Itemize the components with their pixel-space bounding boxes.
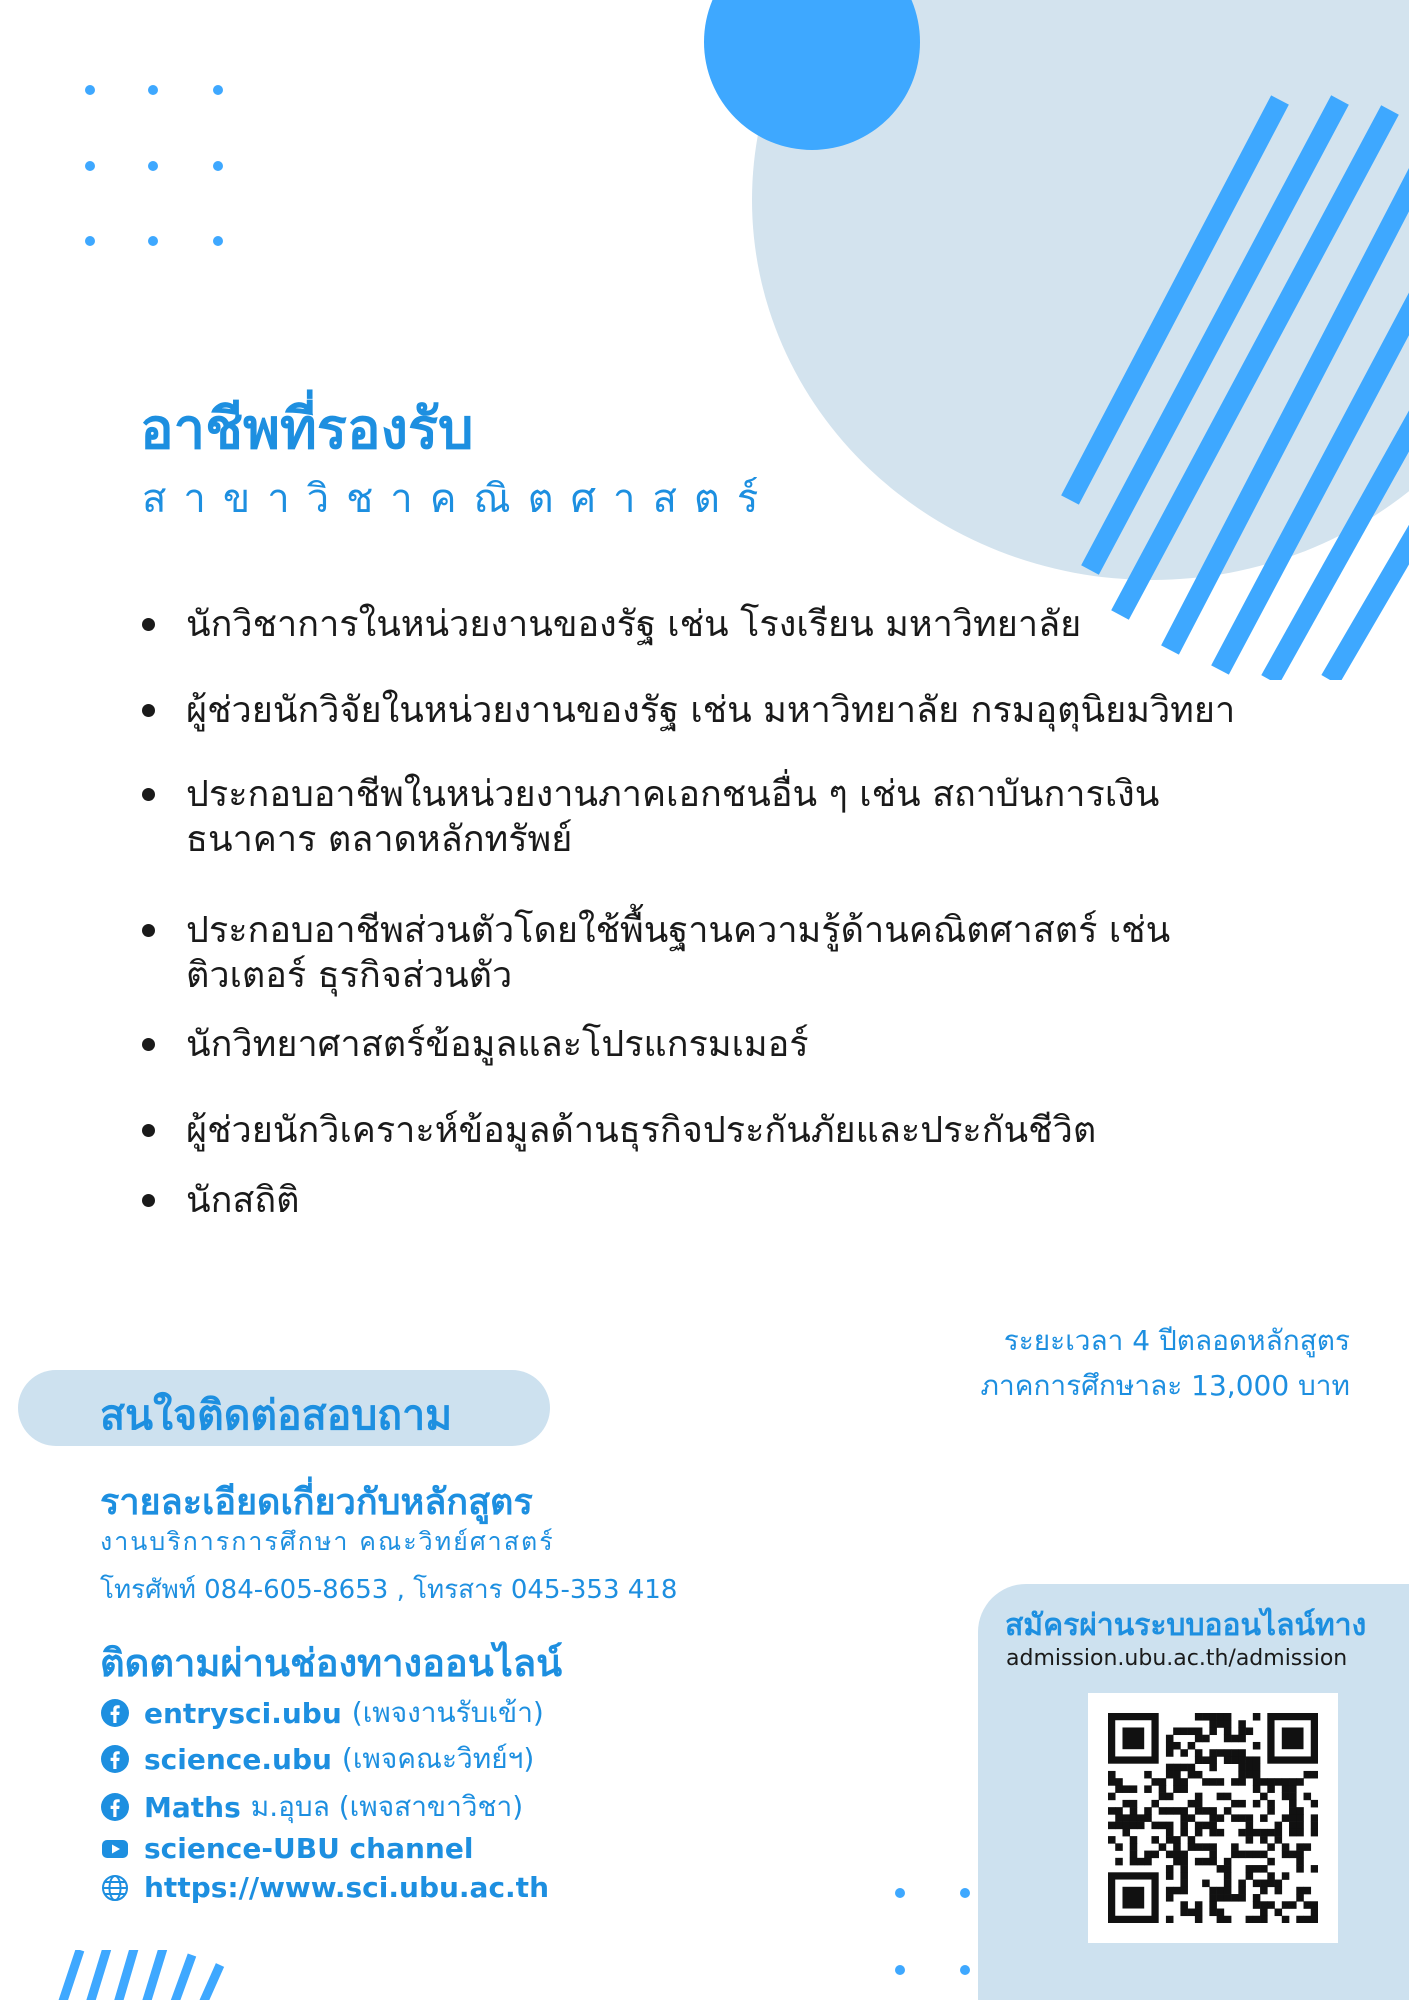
page-title: อาชีพที่รองรับ bbox=[140, 397, 474, 462]
bullet-icon bbox=[142, 1124, 155, 1137]
apply-url-link[interactable]: admission.ubu.ac.th/admission bbox=[1006, 1646, 1348, 1671]
bullet-icon bbox=[142, 618, 155, 631]
follow-title: ติดตามผ่านช่องทางออนไลน์ bbox=[100, 1641, 563, 1685]
social-link-main: https://www.sci.ubu.ac.th bbox=[144, 1871, 550, 1904]
career-item-text: ผู้ช่วยนักวิจัยในหน่วยงานของรัฐ เช่น มหาวิทยาลัย กรมอุตุนิยมวิทยา bbox=[186, 690, 1236, 731]
social-link-science[interactable] bbox=[100, 1737, 534, 1781]
apply-title: สมัครผ่านระบบออนไลน์ทาง bbox=[1005, 1608, 1367, 1643]
facebook-icon bbox=[100, 1698, 130, 1728]
facebook-icon bbox=[100, 1792, 130, 1822]
social-link-note: ม.อุบล (เพจสาขาวิชา) bbox=[250, 1790, 524, 1823]
social-link-main: science-UBU channel bbox=[144, 1832, 474, 1865]
program-info bbox=[900, 1318, 1350, 1408]
social-link-note: (เพจงานรับเข้า) bbox=[351, 1696, 544, 1729]
program-duration: ระยะเวลา 4 ปีตลอดหลักสูตร bbox=[1003, 1324, 1350, 1357]
social-link-maths[interactable] bbox=[100, 1785, 523, 1829]
decorative-dot-grid bbox=[80, 80, 240, 250]
qr-code-image bbox=[1108, 1713, 1318, 1923]
details-title: รายละเอียดเกี่ยวกับหลักสูตร bbox=[100, 1482, 533, 1523]
bullet-icon bbox=[142, 1194, 155, 1207]
decorative-stripes bbox=[20, 1950, 250, 2000]
facebook-icon bbox=[100, 1744, 130, 1774]
career-item-text: นักสถิติ bbox=[186, 1180, 300, 1221]
social-link-note: (เพจคณะวิทย์ฯ) bbox=[341, 1742, 535, 1775]
contact-phone[interactable]: โทรศัพท์ 084-605-8653 , โทรสาร 045-353 418 bbox=[100, 1575, 678, 1605]
globe-icon bbox=[100, 1873, 130, 1903]
youtube-icon bbox=[100, 1834, 130, 1864]
career-item bbox=[140, 688, 1235, 733]
qr-code[interactable] bbox=[1088, 1693, 1338, 1943]
decorative-stripes bbox=[1040, 80, 1409, 680]
bullet-icon bbox=[142, 924, 155, 937]
career-item-text: ผู้ช่วยนักวิเคราะห์ข้อมูลด้านธุรกิจประกันภัยและประกันชีวิต bbox=[186, 1110, 1097, 1151]
social-link-entrysci[interactable] bbox=[100, 1691, 544, 1735]
bullet-icon bbox=[142, 1038, 155, 1051]
career-item bbox=[140, 772, 1159, 862]
career-item bbox=[140, 1178, 300, 1223]
social-link-main: entrysci.ubu bbox=[144, 1696, 342, 1730]
bullet-icon bbox=[142, 704, 155, 717]
page-subtitle: สาขาวิชาคณิตศาสตร์ bbox=[142, 476, 776, 522]
career-item bbox=[140, 1108, 1096, 1153]
social-link-main: Maths bbox=[144, 1790, 241, 1824]
career-item bbox=[140, 908, 1170, 998]
career-item bbox=[140, 1022, 809, 1067]
details-subtitle: งานบริการการศึกษา คณะวิทย์ศาสตร์ bbox=[100, 1527, 555, 1556]
career-item-text: ประกอบอาชีพในหน่วยงานภาคเอกชนอื่น ๆ เช่น สถาบันการเงิน ธนาคาร ตลาดหลักทรัพย์ bbox=[186, 774, 1160, 860]
bullet-icon bbox=[142, 788, 155, 801]
social-link-main: science.ubu bbox=[144, 1742, 332, 1776]
career-item-text: ประกอบอาชีพส่วนตัวโดยใช้พื้นฐานความรู้ด้านคณิตศาสตร์ เช่น ติวเตอร์ ธุรกิจส่วนตัว bbox=[186, 910, 1171, 996]
program-fee: ภาคการศึกษาละ 13,000 บาท bbox=[980, 1369, 1350, 1402]
career-item bbox=[140, 602, 1081, 647]
career-item-text: นักวิชาการในหน่วยงานของรัฐ เช่น โรงเรียน มหาวิทยาลัย bbox=[186, 604, 1082, 645]
career-item-text: นักวิทยาศาสตร์ข้อมูลและโปรแกรมเมอร์ bbox=[186, 1024, 809, 1065]
social-link-website[interactable] bbox=[100, 1871, 549, 1904]
social-link-youtube[interactable] bbox=[100, 1832, 473, 1865]
contact-banner-label: สนใจติดต่อสอบถาม bbox=[100, 1391, 453, 1439]
